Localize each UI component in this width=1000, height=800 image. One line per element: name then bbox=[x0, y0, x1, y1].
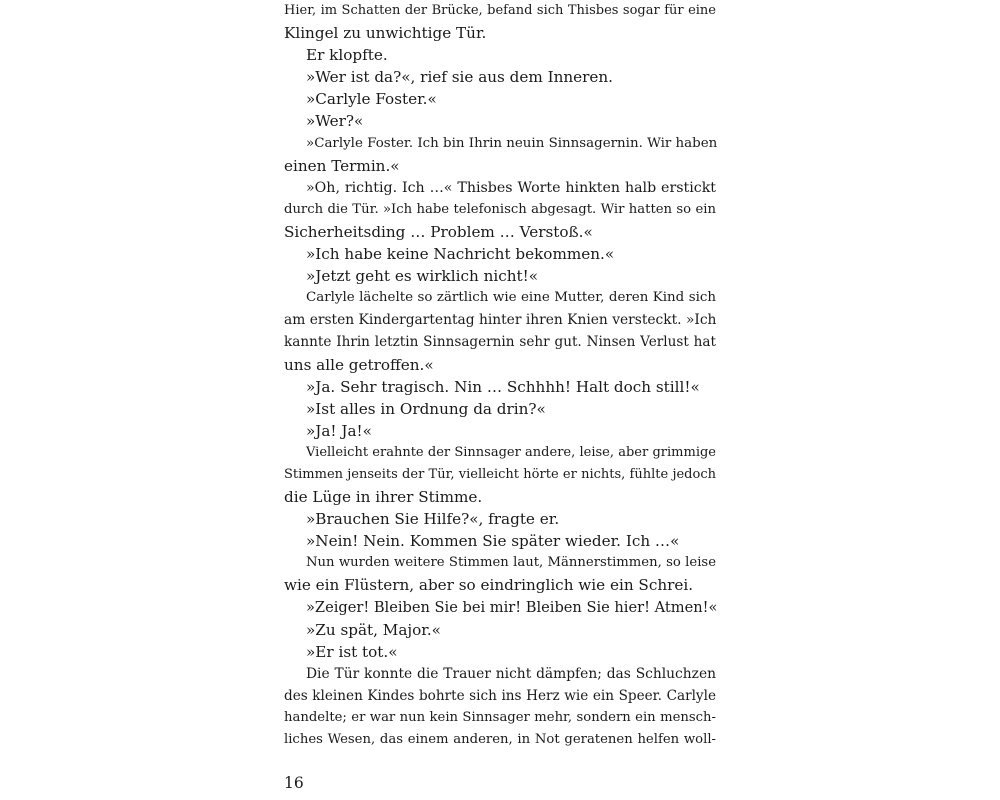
text-line: »Ist alles in Ordnung da drin?« bbox=[306, 399, 546, 418]
body-text bbox=[284, 0, 716, 751]
text-line: durch die Tür. »Ich habe telefonisch abgesagt. Wir hatten so ein bbox=[284, 201, 716, 217]
text-line: Klingel zu unwichtige Tür. bbox=[284, 24, 487, 43]
text-line: »Carlyle Foster. Ich bin Ihrin neuin Sinnsagernin. Wir haben bbox=[306, 135, 718, 151]
text-line: »Carlyle Foster.« bbox=[306, 90, 437, 109]
text-line: am ersten Kindergartentag hinter ihren Knien versteckt. »Ich bbox=[284, 312, 717, 329]
text-line: Nun wurden weitere Stimmen laut, Männerstimmen, so leise bbox=[306, 555, 716, 571]
text-line: »Wer?« bbox=[306, 112, 364, 131]
text-line: »Ja. Sehr tragisch. Nin … Schhhh! Halt doch still!« bbox=[306, 377, 700, 396]
text-line: Hier, im Schatten der Brücke, befand sich Thisbes sogar für eine bbox=[284, 3, 716, 18]
text-line: Sicherheitsding … Problem … Verstoß.« bbox=[284, 222, 593, 241]
text-line: die Lüge in ihrer Stimme. bbox=[284, 488, 483, 507]
text-line: »Nein! Nein. Kommen Sie später wieder. Ich …« bbox=[306, 532, 680, 551]
text-line: Die Tür konnte die Trauer nicht dämpfen; das Schluchzen bbox=[306, 665, 716, 682]
text-line: »Zu spät, Major.« bbox=[306, 620, 441, 639]
text-line: handelte; er war nun kein Sinnsager mehr, sondern ein mensch- bbox=[284, 710, 716, 725]
text-line: uns alle getroffen.« bbox=[284, 355, 434, 374]
text-line: Carlyle lächelte so zärtlich wie eine Mutter, deren Kind sich bbox=[306, 290, 716, 306]
text-line: »Oh, richtig. Ich …« Thisbes Worte hinkten halb erstickt bbox=[306, 179, 716, 196]
text-line: Vielleicht erahnte der Sinnsager andere, leise, aber grimmige bbox=[306, 444, 716, 460]
text-line: wie ein Flüstern, aber so eindringlich wie ein Schrei. bbox=[284, 576, 694, 595]
text-line: »Jetzt geht es wirklich nicht!« bbox=[306, 267, 539, 286]
text-line: »Er ist tot.« bbox=[306, 642, 398, 661]
text-line: Stimmen jenseits der Tür, vielleicht hörte er nichts, fühlte jedoch bbox=[284, 466, 716, 482]
text-line: »Ich habe keine Nachricht bekommen.« bbox=[306, 245, 615, 264]
text-line: des kleinen Kindes bohrte sich ins Herz wie ein Speer. Carlyle bbox=[284, 687, 716, 704]
page-number: 16 bbox=[284, 774, 304, 792]
text-line: »Wer ist da?«, rief sie aus dem Inneren. bbox=[306, 68, 614, 87]
text-line: liches Wesen, das einem anderen, in Not geratenen helfen woll- bbox=[284, 732, 716, 748]
text-line: »Ja! Ja!« bbox=[306, 421, 372, 440]
text-line: kannte Ihrin letztin Sinnsagernin sehr gut. Ninsen Verlust hat bbox=[284, 334, 716, 351]
text-line: Er klopfte. bbox=[306, 46, 388, 65]
text-line: »Brauchen Sie Hilfe?«, fragte er. bbox=[306, 510, 560, 529]
text-line: einen Termin.« bbox=[284, 156, 400, 175]
text-line: »Zeiger! Bleiben Sie bei mir! Bleiben Sie hier! Atmen!« bbox=[306, 598, 718, 616]
